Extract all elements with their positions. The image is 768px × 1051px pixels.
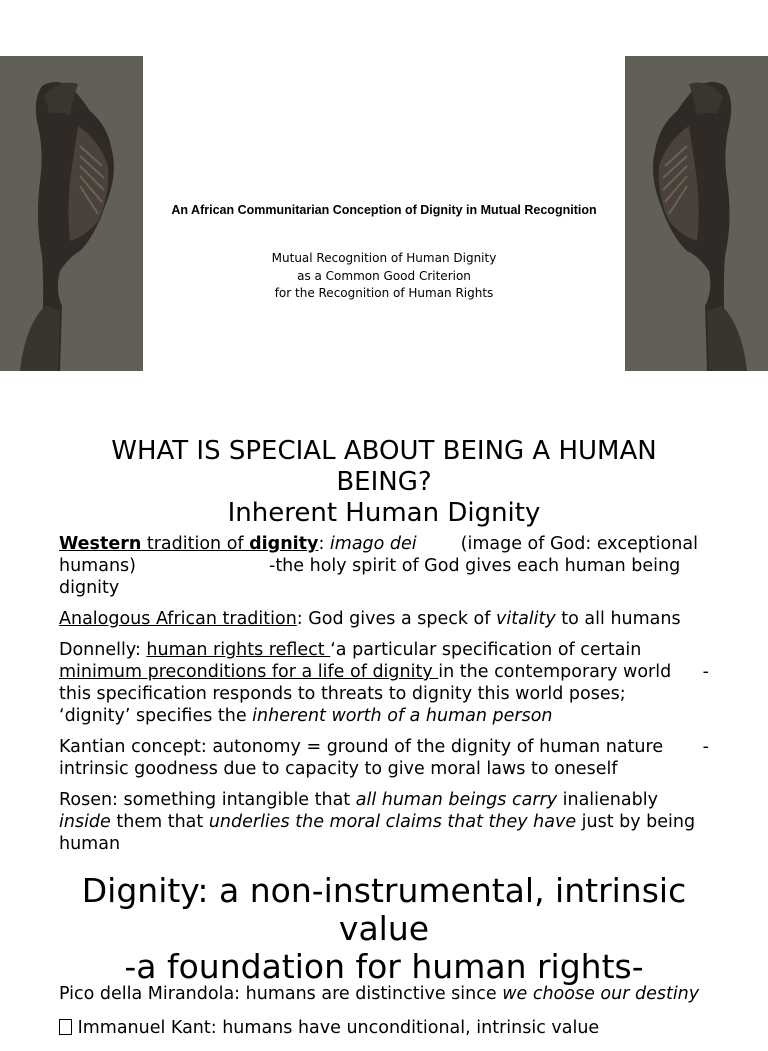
text-run: -the holy spirit of God gives each human being dignity [59, 556, 681, 598]
heading-line: Inherent Human Dignity [227, 498, 541, 528]
paragraph-pico [59, 983, 739, 1005]
heading-line: -a foundation for human rights- [124, 947, 644, 986]
slide1-title: An African Communitarian Conception of Dignity in Mutual Recognition [171, 203, 597, 217]
text-run: this specification responds to threats to dignity this world poses; [59, 684, 626, 704]
heading-line: value [338, 909, 430, 948]
text-run: Kantian concept: autonomy = ground of the dignity of human nature [59, 737, 664, 757]
text-run: Immanuel Kant: humans have unconditional, intrinsic value [72, 1018, 600, 1038]
text-run: vitality [495, 609, 556, 629]
subtitle-line: as a Common Good Criterion [297, 268, 471, 283]
bullet-box-icon [59, 1019, 72, 1035]
text-run: - [702, 662, 709, 682]
subtitle-line: Mutual Recognition of Human Dignity [271, 251, 497, 265]
text-run: inside [59, 812, 111, 832]
text-run: Pico della Mirandola: humans are distinctive since [59, 984, 503, 1004]
text-run: Rosen: something intangible that [59, 790, 356, 810]
text-run: : God gives a speck of [296, 609, 496, 629]
paragraph-african [59, 608, 709, 630]
text-run: : [318, 534, 330, 554]
heading-line: WHAT IS SPECIAL ABOUT BEING A HUMAN [111, 436, 657, 466]
text-run: inalienably [557, 790, 658, 810]
text-run: in the contemporary world [438, 662, 672, 682]
text-run: Donnelly: [59, 640, 147, 660]
text-run: human rights reflect [146, 640, 331, 660]
text-run: to all humans [555, 609, 681, 629]
text-run: ‘dignity’ specifies the [59, 706, 253, 726]
text-run: ‘a particular specification of certain [330, 640, 642, 660]
slide2-body [59, 533, 709, 864]
paragraph-kant [59, 736, 709, 780]
text-run: (image of God: exceptional humans) [59, 534, 698, 576]
subtitle-line: for the Recognition of Human Rights [274, 286, 494, 300]
text-run: intrinsic goodness due to capacity to give moral laws to oneself [59, 759, 618, 779]
heading-line: BEING? [336, 467, 432, 497]
text-run: - [702, 737, 709, 757]
slide3-body [59, 983, 739, 1051]
text-run: Analogous African tradition [59, 609, 297, 629]
statue-image-right [625, 56, 768, 371]
text-run: imago dei [329, 534, 417, 554]
text-run: underlies the moral claims that they have [208, 812, 577, 832]
slide2-heading [40, 436, 728, 529]
heading-line: Dignity: a non-instrumental, intrinsic [81, 871, 687, 910]
slide3-heading [0, 872, 768, 986]
text-run: dignity [249, 534, 319, 554]
paragraph-kant-value [59, 1017, 739, 1039]
paragraph-donnelly [59, 639, 709, 727]
text-run: inherent worth of a human person [252, 706, 553, 726]
slide1-subtitle [143, 250, 625, 303]
statue-image-left [0, 56, 143, 371]
paragraph-rosen [59, 789, 709, 855]
text-run: all human beings carry [355, 790, 558, 810]
text-run: Western [59, 534, 142, 554]
foundation-slide [0, 871, 768, 1038]
paragraph-western [59, 533, 709, 599]
dignity-slide [0, 436, 768, 854]
title-slide [0, 56, 768, 371]
text-run: them that [110, 812, 209, 832]
text-run: we choose our destiny [502, 984, 700, 1004]
text-run: minimum preconditions for a life of dignity [59, 662, 439, 682]
text-run: just by being human [59, 812, 696, 854]
text-run: tradition of [141, 534, 250, 554]
